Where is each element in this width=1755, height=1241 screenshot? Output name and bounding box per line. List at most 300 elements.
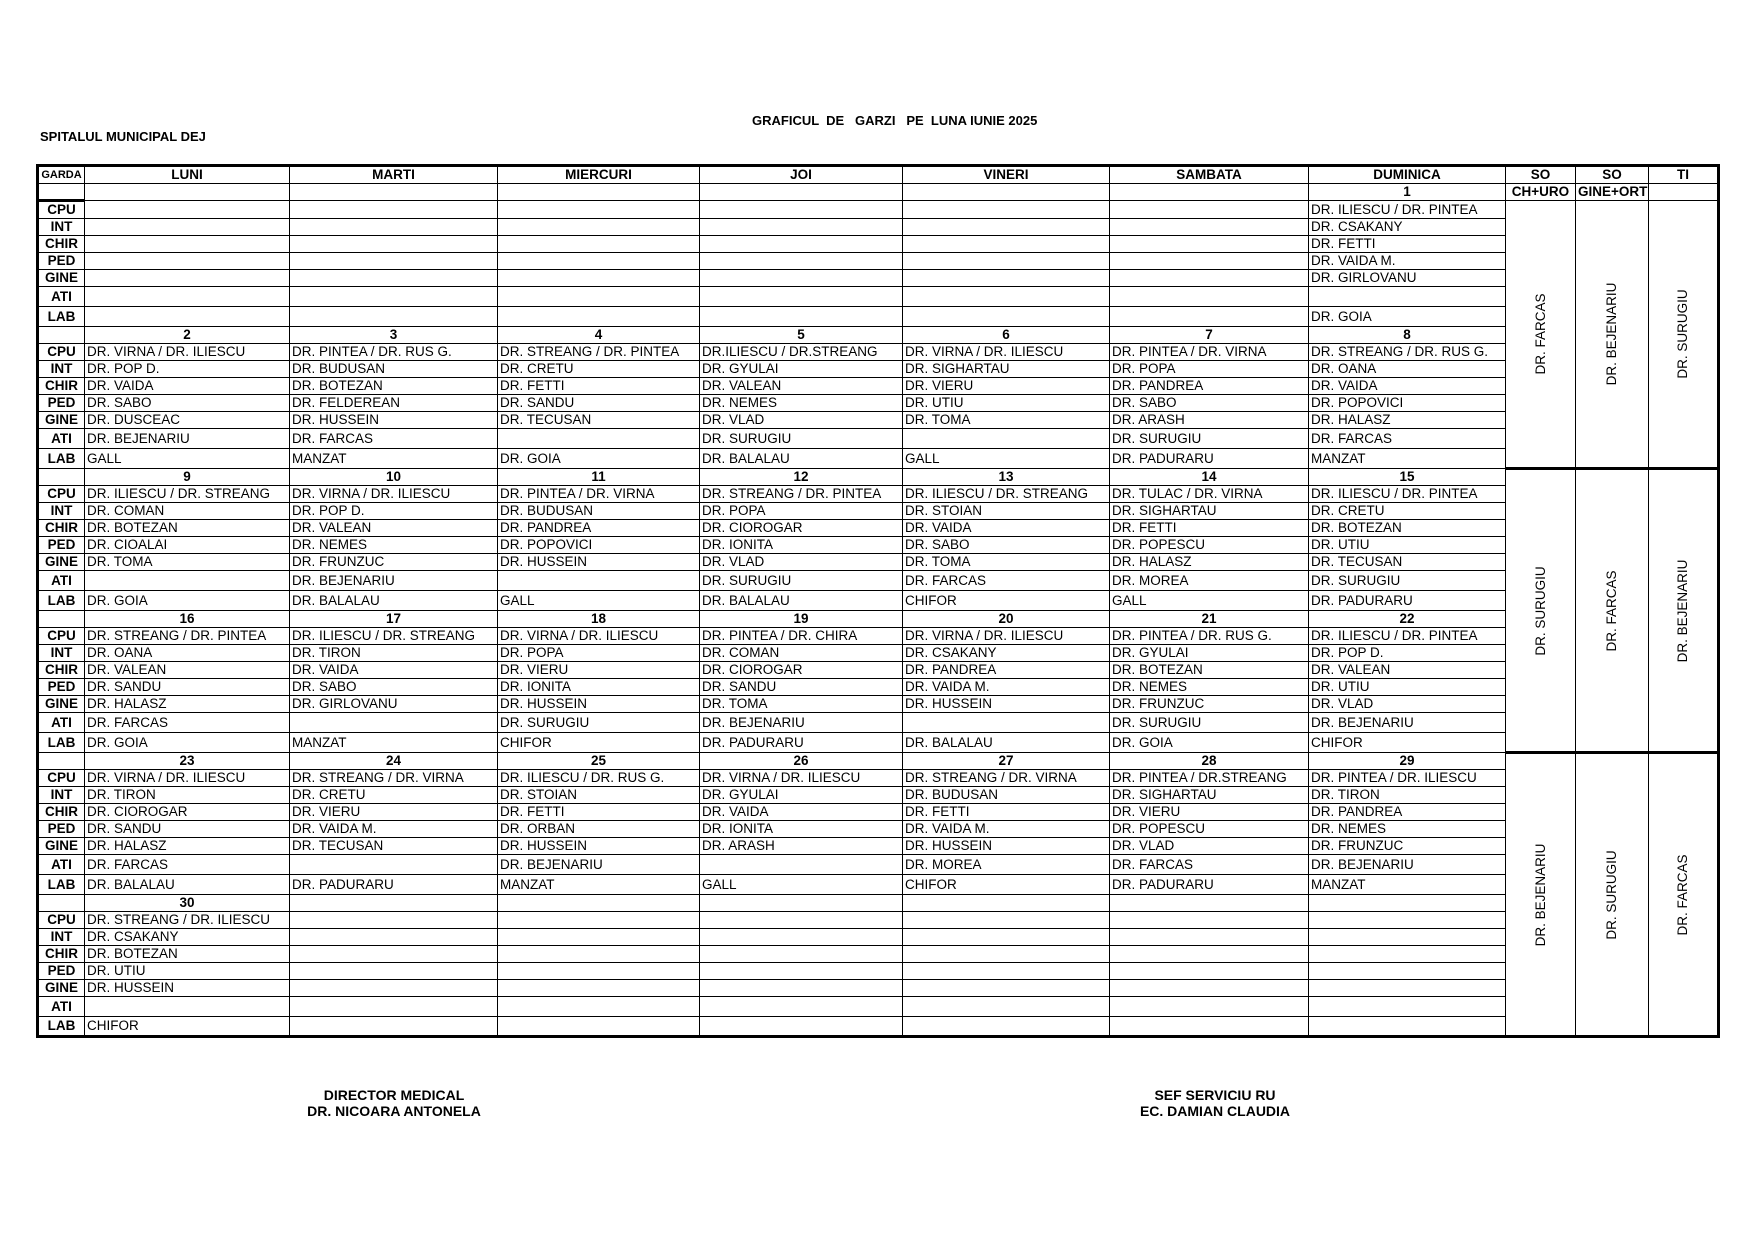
so-ch-uro-doctor bbox=[1506, 753, 1576, 1037]
doctor-cell: DR. SABO bbox=[1110, 395, 1309, 412]
doctor-cell: DR. TOMA bbox=[903, 554, 1110, 571]
doctor-cell: DR. COMAN bbox=[700, 645, 903, 662]
doctor-cell: DR. SABO bbox=[290, 679, 498, 696]
day-number: 30 bbox=[85, 895, 290, 912]
doctor-cell bbox=[290, 963, 498, 980]
doctor-cell: CHIFOR bbox=[903, 875, 1110, 895]
doctor-cell: DR. POP D. bbox=[290, 503, 498, 520]
doctor-cell: DR. STOIAN bbox=[903, 503, 1110, 520]
doctor-cell: DR. GYULAI bbox=[700, 787, 903, 804]
doctor-cell: DR. POPESCU bbox=[1110, 537, 1309, 554]
section-code: CHIR bbox=[38, 520, 85, 537]
shift-row bbox=[38, 395, 1719, 412]
day-number bbox=[290, 184, 498, 201]
doctor-cell: DR. POP D. bbox=[1309, 645, 1506, 662]
doctor-cell: DR. HALASZ bbox=[85, 838, 290, 855]
doctor-cell: MANZAT bbox=[290, 733, 498, 753]
section-code: PED bbox=[38, 821, 85, 838]
doctor-cell: DR. GYULAI bbox=[1110, 645, 1309, 662]
day-number-row bbox=[38, 184, 1719, 201]
doctor-cell bbox=[1110, 253, 1309, 270]
doctor-cell: DR. TIRON bbox=[85, 787, 290, 804]
doctor-cell bbox=[498, 219, 700, 236]
section-code: ATI bbox=[38, 997, 85, 1017]
doctor-cell bbox=[498, 997, 700, 1017]
shift-row bbox=[38, 645, 1719, 662]
doctor-cell: DR. ILIESCU / DR. PINTEA bbox=[1309, 201, 1506, 219]
doctor-cell: DR. CRETU bbox=[1309, 503, 1506, 520]
signature-title: DIRECTOR MEDICAL bbox=[323, 1087, 465, 1103]
section-code: INT bbox=[38, 787, 85, 804]
shift-row bbox=[38, 449, 1719, 469]
doctor-cell bbox=[85, 201, 290, 219]
doctor-cell: DR. DUSCEAC bbox=[85, 412, 290, 429]
day-header-marti: MARTI bbox=[290, 166, 498, 184]
doctor-cell bbox=[498, 287, 700, 307]
doctor-cell bbox=[1309, 980, 1506, 997]
doctor-cell bbox=[498, 201, 700, 219]
doctor-cell: DR. ILIESCU / DR. PINTEA bbox=[1309, 628, 1506, 645]
doctor-cell bbox=[700, 963, 903, 980]
doctor-cell bbox=[290, 287, 498, 307]
section-code: GINE bbox=[38, 270, 85, 287]
shift-row bbox=[38, 201, 1719, 219]
doctor-cell: GALL bbox=[1110, 591, 1309, 611]
doctor-cell: DR. BOTEZAN bbox=[1309, 520, 1506, 537]
doctor-cell bbox=[1309, 912, 1506, 929]
shift-row bbox=[38, 503, 1719, 520]
doctor-cell: DR. HUSSEIN bbox=[498, 696, 700, 713]
schedule-table bbox=[36, 164, 1720, 1038]
hospital-name: SPITALUL MUNICIPAL DEJ bbox=[40, 129, 206, 144]
doctor-cell: DR. SURUGIU bbox=[1309, 571, 1506, 591]
rotated-doctor-name: DR. SURUGIU bbox=[1675, 289, 1690, 379]
empty-cell bbox=[38, 327, 85, 344]
doctor-cell: DR. PINTEA / DR. RUS G. bbox=[1110, 628, 1309, 645]
doctor-cell: MANZAT bbox=[498, 875, 700, 895]
section-code: CPU bbox=[38, 912, 85, 929]
doctor-cell: DR. GOIA bbox=[85, 733, 290, 753]
doctor-cell: DR. FARCAS bbox=[290, 429, 498, 449]
doctor-cell bbox=[85, 219, 290, 236]
shift-row bbox=[38, 591, 1719, 611]
day-number: 12 bbox=[700, 469, 903, 486]
rotated-doctor-name: DR. BEJENARIU bbox=[1532, 843, 1548, 946]
doctor-cell: DR. UTIU bbox=[1309, 537, 1506, 554]
doctor-cell: DR. SIGHARTAU bbox=[1110, 503, 1309, 520]
doctor-cell: DR. HUSSEIN bbox=[498, 838, 700, 855]
doctor-cell: DR. SURUGIU bbox=[1110, 713, 1309, 733]
doctor-cell bbox=[290, 307, 498, 327]
shift-row bbox=[38, 787, 1719, 804]
doctor-cell: DR. VIRNA / DR. ILIESCU bbox=[700, 770, 903, 787]
so-gine-ort-doctor bbox=[1576, 201, 1649, 469]
ti-doctor bbox=[1649, 201, 1719, 469]
doctor-cell: DR. BOTEZAN bbox=[85, 946, 290, 963]
doctor-cell: DR. VIRNA / DR. ILIESCU bbox=[290, 486, 498, 503]
doctor-cell: DR. VLAD bbox=[700, 554, 903, 571]
doctor-cell bbox=[85, 253, 290, 270]
doctor-cell: DR. VALEAN bbox=[700, 378, 903, 395]
doctor-cell bbox=[85, 287, 290, 307]
doctor-cell bbox=[290, 946, 498, 963]
day-number bbox=[903, 184, 1110, 201]
doctor-cell: DR. FARCAS bbox=[1110, 855, 1309, 875]
shift-row bbox=[38, 219, 1719, 236]
doctor-cell bbox=[700, 287, 903, 307]
doctor-cell: DR. STREANG / DR. VIRNA bbox=[903, 770, 1110, 787]
doctor-cell: DR. COMAN bbox=[85, 503, 290, 520]
doctor-cell: DR. GIRLOVANU bbox=[290, 696, 498, 713]
doctor-cell bbox=[700, 270, 903, 287]
day-number: 11 bbox=[498, 469, 700, 486]
doctor-cell: DR. FETTI bbox=[903, 804, 1110, 821]
day-number bbox=[1309, 895, 1506, 912]
doctor-cell: DR. STREANG / DR. ILIESCU bbox=[85, 912, 290, 929]
doctor-cell: DR. BEJENARIU bbox=[700, 713, 903, 733]
day-number: 28 bbox=[1110, 753, 1309, 770]
doctor-cell: DR. SIGHARTAU bbox=[903, 361, 1110, 378]
doctor-cell: DR. SABO bbox=[903, 537, 1110, 554]
doctor-cell bbox=[498, 946, 700, 963]
doctor-cell: DR. VLAD bbox=[1110, 838, 1309, 855]
section-code: ATI bbox=[38, 287, 85, 307]
doctor-cell: DR. FARCAS bbox=[85, 855, 290, 875]
doctor-cell: DR. POPOVICI bbox=[1309, 395, 1506, 412]
so-gine-ort-header: SO bbox=[1576, 166, 1649, 184]
doctor-cell: DR. POP D. bbox=[85, 361, 290, 378]
doctor-cell bbox=[1110, 201, 1309, 219]
doctor-cell: DR. HUSSEIN bbox=[85, 980, 290, 997]
doctor-cell: DR. VALEAN bbox=[1309, 662, 1506, 679]
doctor-cell: DR. TIRON bbox=[1309, 787, 1506, 804]
doctor-cell: DR. CIOROGAR bbox=[700, 662, 903, 679]
doctor-cell: GALL bbox=[498, 591, 700, 611]
doctor-cell bbox=[700, 946, 903, 963]
doctor-cell bbox=[903, 963, 1110, 980]
doctor-cell: DR. SURUGIU bbox=[700, 429, 903, 449]
section-code: LAB bbox=[38, 875, 85, 895]
doctor-cell: MANZAT bbox=[290, 449, 498, 469]
signature-name: DR. NICOARA ANTONELA bbox=[307, 1103, 481, 1119]
doctor-cell: DR. FARCAS bbox=[1309, 429, 1506, 449]
doctor-cell: DR. FRUNZUC bbox=[290, 554, 498, 571]
day-number: 5 bbox=[700, 327, 903, 344]
shift-row bbox=[38, 429, 1719, 449]
doctor-cell: DR. BUDUSAN bbox=[290, 361, 498, 378]
day-number: 3 bbox=[290, 327, 498, 344]
doctor-cell: DR. BEJENARIU bbox=[85, 429, 290, 449]
doctor-cell bbox=[85, 571, 290, 591]
doctor-cell: CHIFOR bbox=[85, 1017, 290, 1037]
doctor-cell: DR. IONITA bbox=[498, 679, 700, 696]
day-header-miercuri: MIERCURI bbox=[498, 166, 700, 184]
doctor-cell: DR. TECUSAN bbox=[290, 838, 498, 855]
empty-cell bbox=[38, 184, 85, 201]
shift-row bbox=[38, 733, 1719, 753]
day-number: 13 bbox=[903, 469, 1110, 486]
section-code: PED bbox=[38, 253, 85, 270]
doctor-cell bbox=[903, 429, 1110, 449]
doctor-cell bbox=[290, 912, 498, 929]
section-code: PED bbox=[38, 679, 85, 696]
signature-sef-serviciu bbox=[1085, 1087, 1345, 1119]
so-ch-uro-subheader: CH+URO bbox=[1506, 184, 1576, 201]
doctor-cell: DR. CIOROGAR bbox=[700, 520, 903, 537]
shift-row bbox=[38, 770, 1719, 787]
doctor-cell: DR. TIRON bbox=[290, 645, 498, 662]
doctor-cell bbox=[903, 912, 1110, 929]
doctor-cell: DR. VAIDA M. bbox=[1309, 253, 1506, 270]
section-code: GINE bbox=[38, 838, 85, 855]
day-number bbox=[1110, 895, 1309, 912]
doctor-cell: DR. VIERU bbox=[903, 378, 1110, 395]
doctor-cell bbox=[700, 929, 903, 946]
empty-cell bbox=[38, 611, 85, 628]
doctor-cell: DR. MOREA bbox=[1110, 571, 1309, 591]
day-number: 27 bbox=[903, 753, 1110, 770]
shift-row bbox=[38, 679, 1719, 696]
shift-row bbox=[38, 696, 1719, 713]
day-number: 4 bbox=[498, 327, 700, 344]
doctor-cell bbox=[290, 1017, 498, 1037]
doctor-cell: DR. VIRNA / DR. ILIESCU bbox=[903, 628, 1110, 645]
doctor-cell bbox=[498, 253, 700, 270]
doctor-cell bbox=[290, 253, 498, 270]
ti-doctor bbox=[1649, 753, 1719, 1037]
section-code: LAB bbox=[38, 591, 85, 611]
doctor-cell: DR. ARASH bbox=[1110, 412, 1309, 429]
doctor-cell: DR. PINTEA / DR. ILIESCU bbox=[1309, 770, 1506, 787]
section-code: CHIR bbox=[38, 662, 85, 679]
doctor-cell: DR. UTIU bbox=[903, 395, 1110, 412]
shift-row bbox=[38, 520, 1719, 537]
doctor-cell: DR. HALASZ bbox=[1309, 412, 1506, 429]
doctor-cell bbox=[85, 307, 290, 327]
shift-row bbox=[38, 929, 1719, 946]
day-number: 19 bbox=[700, 611, 903, 628]
shift-row bbox=[38, 1017, 1719, 1037]
rotated-doctor-name: DR. SURUGIU bbox=[1604, 849, 1619, 940]
section-code: LAB bbox=[38, 733, 85, 753]
so-gine-ort-doctor bbox=[1576, 469, 1649, 753]
day-number: 25 bbox=[498, 753, 700, 770]
shift-row bbox=[38, 253, 1719, 270]
doctor-cell: DR. UTIU bbox=[85, 963, 290, 980]
doctor-cell: DR. VAIDA bbox=[903, 520, 1110, 537]
doctor-cell: GALL bbox=[85, 449, 290, 469]
ti-doctor bbox=[1649, 469, 1719, 753]
empty-cell bbox=[38, 895, 85, 912]
doctor-cell bbox=[700, 253, 903, 270]
doctor-cell: DR. MOREA bbox=[903, 855, 1110, 875]
day-number-row bbox=[38, 895, 1719, 912]
shift-row bbox=[38, 713, 1719, 733]
doctor-cell: DR. CRETU bbox=[498, 361, 700, 378]
shift-row bbox=[38, 571, 1719, 591]
doctor-cell: DR. BOTEZAN bbox=[85, 520, 290, 537]
shift-row bbox=[38, 875, 1719, 895]
doctor-cell: DR.ILIESCU / DR.STREANG bbox=[700, 344, 903, 361]
doctor-cell: DR. PANDREA bbox=[903, 662, 1110, 679]
doctor-cell: DR. NEMES bbox=[290, 537, 498, 554]
day-number: 16 bbox=[85, 611, 290, 628]
doctor-cell: DR. VIERU bbox=[498, 662, 700, 679]
doctor-cell: DR. VAIDA bbox=[1309, 378, 1506, 395]
empty-cell bbox=[38, 469, 85, 486]
day-number: 21 bbox=[1110, 611, 1309, 628]
section-code: LAB bbox=[38, 307, 85, 327]
doctor-cell: DR. PINTEA / DR. CHIRA bbox=[700, 628, 903, 645]
section-code: LAB bbox=[38, 449, 85, 469]
doctor-cell bbox=[1309, 929, 1506, 946]
doctor-cell: DR. POPOVICI bbox=[498, 537, 700, 554]
shift-row bbox=[38, 412, 1719, 429]
doctor-cell bbox=[1110, 929, 1309, 946]
doctor-cell: DR. BOTEZAN bbox=[290, 378, 498, 395]
so-ch-uro-doctor bbox=[1506, 201, 1576, 469]
day-number-row bbox=[38, 753, 1719, 770]
doctor-cell: DR. GIRLOVANU bbox=[1309, 270, 1506, 287]
section-code: PED bbox=[38, 395, 85, 412]
shift-row bbox=[38, 554, 1719, 571]
doctor-cell: DR. STOIAN bbox=[498, 787, 700, 804]
section-code: CPU bbox=[38, 770, 85, 787]
doctor-cell bbox=[85, 997, 290, 1017]
section-code: GINE bbox=[38, 980, 85, 997]
section-code: INT bbox=[38, 645, 85, 662]
doctor-cell: DR. GYULAI bbox=[700, 361, 903, 378]
doctor-cell: DR. POPA bbox=[498, 645, 700, 662]
doctor-cell bbox=[903, 307, 1110, 327]
day-number: 24 bbox=[290, 753, 498, 770]
shift-row bbox=[38, 997, 1719, 1017]
day-header-joi: JOI bbox=[700, 166, 903, 184]
ti-header: TI bbox=[1649, 166, 1719, 184]
doctor-cell: DR. TOMA bbox=[85, 554, 290, 571]
doctor-cell: DR. SANDU bbox=[498, 395, 700, 412]
day-number: 10 bbox=[290, 469, 498, 486]
section-code: CPU bbox=[38, 201, 85, 219]
doctor-cell: DR. STREANG / DR. PINTEA bbox=[700, 486, 903, 503]
doctor-cell bbox=[498, 307, 700, 327]
doctor-cell: DR. HALASZ bbox=[1110, 554, 1309, 571]
doctor-cell: CHIFOR bbox=[498, 733, 700, 753]
shift-row bbox=[38, 236, 1719, 253]
day-number: 15 bbox=[1309, 469, 1506, 486]
day-number: 14 bbox=[1110, 469, 1309, 486]
doctor-cell: DR. VIRNA / DR. ILIESCU bbox=[903, 344, 1110, 361]
doctor-cell: DR. PANDREA bbox=[1309, 804, 1506, 821]
doctor-cell bbox=[290, 201, 498, 219]
doctor-cell bbox=[700, 997, 903, 1017]
doctor-cell: DR. CSAKANY bbox=[85, 929, 290, 946]
doctor-cell: DR. CSAKANY bbox=[903, 645, 1110, 662]
doctor-cell bbox=[700, 855, 903, 875]
doctor-cell bbox=[1309, 1017, 1506, 1037]
doctor-cell bbox=[1110, 287, 1309, 307]
doctor-cell: DR. NEMES bbox=[700, 395, 903, 412]
shift-row bbox=[38, 270, 1719, 287]
doctor-cell bbox=[85, 270, 290, 287]
doctor-cell: DR. ORBAN bbox=[498, 821, 700, 838]
doctor-cell: DR. PINTEA / DR. VIRNA bbox=[498, 486, 700, 503]
doctor-cell: DR. PADURARU bbox=[1110, 875, 1309, 895]
doctor-cell bbox=[903, 997, 1110, 1017]
doctor-cell bbox=[498, 571, 700, 591]
shift-row bbox=[38, 662, 1719, 679]
doctor-cell bbox=[1309, 963, 1506, 980]
doctor-cell bbox=[1110, 963, 1309, 980]
doctor-cell bbox=[903, 253, 1110, 270]
doctor-cell: DR. STREANG / DR. RUS G. bbox=[1309, 344, 1506, 361]
doctor-cell bbox=[290, 929, 498, 946]
doctor-cell: CHIFOR bbox=[903, 591, 1110, 611]
doctor-cell bbox=[290, 236, 498, 253]
doctor-cell: DR. VLAD bbox=[700, 412, 903, 429]
day-number bbox=[1110, 184, 1309, 201]
rotated-doctor-name: DR. FARCAS bbox=[1532, 293, 1548, 375]
rotated-doctor-name: DR. BEJENARIU bbox=[1604, 282, 1619, 386]
doctor-cell: DR. VALEAN bbox=[290, 520, 498, 537]
doctor-cell bbox=[498, 963, 700, 980]
doctor-cell: DR. CSAKANY bbox=[1309, 219, 1506, 236]
doctor-cell: DR. SANDU bbox=[85, 679, 290, 696]
doctor-cell: DR. ILIESCU / DR. PINTEA bbox=[1309, 486, 1506, 503]
section-code: GINE bbox=[38, 554, 85, 571]
shift-row bbox=[38, 307, 1719, 327]
doctor-cell: DR. STREANG / DR. VIRNA bbox=[290, 770, 498, 787]
doctor-cell: DR. BALALAU bbox=[700, 591, 903, 611]
doctor-cell: DR. STREANG / DR. PINTEA bbox=[85, 628, 290, 645]
shift-row bbox=[38, 628, 1719, 645]
doctor-cell: DR. IONITA bbox=[700, 821, 903, 838]
doctor-cell bbox=[903, 980, 1110, 997]
doctor-cell bbox=[700, 219, 903, 236]
doctor-cell: DR. BALALAU bbox=[85, 875, 290, 895]
header-row bbox=[38, 166, 1719, 184]
doctor-cell: DR. ARASH bbox=[700, 838, 903, 855]
so-ch-uro-doctor bbox=[1506, 469, 1576, 753]
doctor-cell: DR. GOIA bbox=[1309, 307, 1506, 327]
rotated-doctor-name: DR. SURUGIU bbox=[1532, 565, 1548, 656]
doctor-cell bbox=[1110, 307, 1309, 327]
day-number: 23 bbox=[85, 753, 290, 770]
day-number: 17 bbox=[290, 611, 498, 628]
doctor-cell: DR. BEJENARIU bbox=[1309, 855, 1506, 875]
doctor-cell bbox=[903, 287, 1110, 307]
rotated-doctor-name: DR. FARCAS bbox=[1675, 853, 1690, 936]
section-code: INT bbox=[38, 929, 85, 946]
doctor-cell: DR. POPA bbox=[700, 503, 903, 520]
doctor-cell: DR. SURUGIU bbox=[1110, 429, 1309, 449]
day-number bbox=[700, 184, 903, 201]
day-number bbox=[498, 895, 700, 912]
doctor-cell: DR. BEJENARIU bbox=[1309, 713, 1506, 733]
day-header-vineri: VINERI bbox=[903, 166, 1110, 184]
doctor-cell: DR. UTIU bbox=[1309, 679, 1506, 696]
doctor-cell bbox=[85, 236, 290, 253]
doctor-cell: DR. SABO bbox=[85, 395, 290, 412]
doctor-cell bbox=[903, 946, 1110, 963]
doctor-cell: DR. VAIDA bbox=[290, 662, 498, 679]
doctor-cell: DR. FARCAS bbox=[85, 713, 290, 733]
section-code: GINE bbox=[38, 412, 85, 429]
doctor-cell: DR. CRETU bbox=[290, 787, 498, 804]
shift-row bbox=[38, 838, 1719, 855]
doctor-cell: DR. OANA bbox=[85, 645, 290, 662]
day-number-row bbox=[38, 469, 1719, 486]
